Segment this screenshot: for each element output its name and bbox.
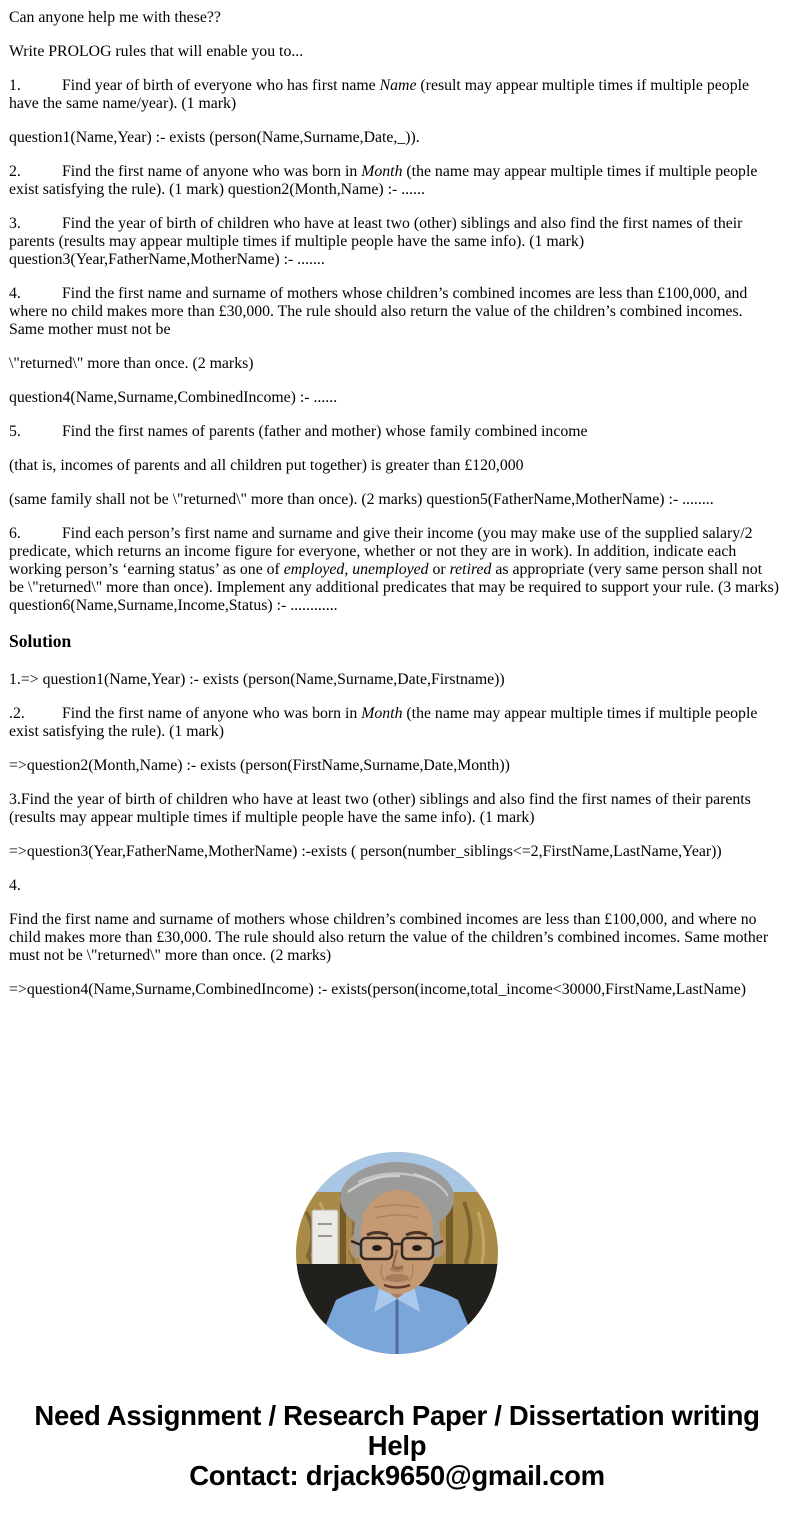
intro-line-2: Write PROLOG rules that will enable you to... xyxy=(9,43,304,60)
question-3: 3. Find the year of birth of children who have at least two (other) siblings and also find the first names of their parents (results may appear multiple times if multiple people have the same info). (1 mark) question3(Year,FatherName,MotherName) :- ....... xyxy=(9,215,743,268)
list-number: 3. xyxy=(9,215,21,232)
list-number: 2. xyxy=(9,163,21,180)
list-number: 6. xyxy=(9,525,21,542)
rule-4: question4(Name,Surname,CombinedIncome) :- ...... xyxy=(9,389,338,406)
profile-photo-illustration xyxy=(296,1152,498,1354)
solution-2-rule: =>question2(Month,Name) :- exists (person(FirstName,Surname,Date,Month)) xyxy=(9,757,510,774)
solution-4-rule: =>question4(Name,Surname,CombinedIncome) :- exists(person(income,total_income<30000,FirstName,LastName) xyxy=(9,981,746,998)
rule-1: question1(Name,Year) :- exists (person(Name,Surname,Date,_)). xyxy=(9,129,420,146)
solution-3-question: 3.Find the year of birth of children who have at least two (other) siblings and also find the first names of their parents (results may appear multiple times if multiple people have the same info). (1 mark) xyxy=(9,791,751,826)
question-4: 4. Find the first name and surname of mothers whose children’s combined incomes are less than £100,000, and where no child makes more than £30,000. The rule should also return the value of the children’s combined incomes. Same mother must not be xyxy=(9,285,748,338)
question-1: 1. Find year of birth of everyone who has first name Name (result may appear multiple times if multiple people have the same name/year). (1 mark) xyxy=(9,77,749,112)
footer-contact-email: Contact: drjack9650@gmail.com xyxy=(189,1460,605,1491)
list-number: 4. xyxy=(9,285,21,302)
solution-2-question: .2. Find the first name of anyone who was born in Month (the name may appear multiple times if multiple people exist satisfying the rule). (1 mark) xyxy=(9,705,758,740)
question-6: 6. Find each person’s first name and surname and give their income (you may make use of the supplied salary/2 predicate, which returns an income figure for everyone, whether or not they are in work). In addition, indicate each working person’s ‘earning status’ as one of employed, unemployed or retired as appropriate (very same person shall not be \"returned\" more than once). Implement any additional predicates that may be required to support your rule. (3 marks) question6(Name,Surname,Income,Status) :- ............ xyxy=(9,525,780,614)
question-2: 2. Find the first name of anyone who was born in Month (the name may appear multiple times if multiple people exist satisfying the rule). (1 mark) question2(Month,Name) :- ...... xyxy=(9,163,758,198)
profile-photo xyxy=(296,1152,498,1354)
solution-4-number: 4. xyxy=(9,877,21,894)
solution-1: 1.=> question1(Name,Year) :- exists (person(Name,Surname,Date,Firstname)) xyxy=(9,671,505,688)
list-number: 5. xyxy=(9,423,21,440)
footer-heading: Need Assignment / Research Paper / Dissertation writing Help xyxy=(34,1400,760,1461)
intro-line-1: Can anyone help me with these?? xyxy=(9,9,221,26)
switch-plate xyxy=(312,1210,338,1272)
solution-3-rule: =>question3(Year,FatherName,MotherName) :-exists ( person(number_siblings<=2,FirstName,LastName,Year)) xyxy=(9,843,722,860)
list-number: 1. xyxy=(9,77,21,94)
footer-banner xyxy=(0,1401,794,1491)
question-4-continued: \"returned\" more than once. (2 marks) xyxy=(9,355,254,372)
question-5: 5. Find the first names of parents (father and mother) whose family combined income xyxy=(9,423,588,440)
question-5-continued-1: (that is, incomes of parents and all children put together) is greater than £120,000 xyxy=(9,457,524,474)
list-number: .2. xyxy=(9,705,25,722)
solution-4-question: Find the first name and surname of mothers whose children’s combined incomes are less than £100,000, and where no child makes more than £30,000. The rule should also return the value of the children’s combined incomes. Same mother must not be \"returned\" more than once. (2 marks) xyxy=(9,911,769,964)
question-5-continued-2: (same family shall not be \"returned\" more than once). (2 marks) question5(FatherName,MotherName) :- ........ xyxy=(9,491,714,508)
solution-heading: Solution xyxy=(9,631,72,651)
